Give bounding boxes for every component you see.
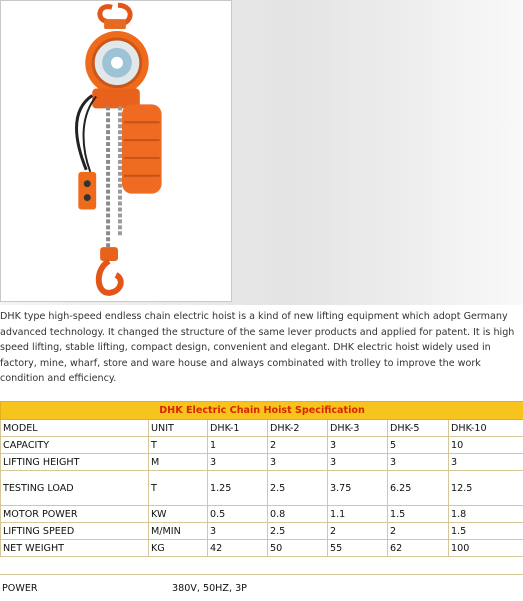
header-cell: MODEL [1, 420, 149, 437]
table-cell: 2 [328, 523, 388, 540]
power-label: POWER [2, 583, 38, 594]
power-value: 380V, 50HZ, 3P [172, 583, 247, 594]
table-cell: CAPACITY [1, 437, 149, 454]
table-row [1, 523, 523, 540]
table-header-row [1, 420, 523, 437]
table-cell: 55 [328, 540, 388, 557]
table-cell: 100 [449, 540, 523, 557]
table-cell: 1.8 [449, 506, 523, 523]
table-cell: 3 [208, 523, 268, 540]
header-cell: UNIT [149, 420, 208, 437]
header-cell: DHK-10 [449, 420, 523, 437]
table-row [1, 454, 523, 471]
table-cell: LIFTING SPEED [1, 523, 149, 540]
table-row [1, 437, 523, 454]
table-cell: M [149, 454, 208, 471]
electric-chain-hoist-image [1, 1, 231, 301]
table-title: DHK Electric Chain Hoist Specification [1, 402, 523, 420]
table-cell: T [149, 471, 208, 506]
table-cell: 3 [208, 454, 268, 471]
table-cell: 62 [388, 540, 449, 557]
table-cell: 2.5 [268, 523, 328, 540]
table-cell: 1 [208, 437, 268, 454]
table-cell: 2 [388, 523, 449, 540]
table-cell: 12.5 [449, 471, 523, 506]
table-cell: M/MIN [149, 523, 208, 540]
header-cell: DHK-2 [268, 420, 328, 437]
table-cell: 42 [208, 540, 268, 557]
table-cell: 50 [268, 540, 328, 557]
table-cell: 3 [328, 437, 388, 454]
header-cell: DHK-1 [208, 420, 268, 437]
table-cell: NET WEIGHT [1, 540, 149, 557]
table-cell: KG [149, 540, 208, 557]
table-cell: 1.25 [208, 471, 268, 506]
table-cell: KW [149, 506, 208, 523]
table-cell: 3 [328, 454, 388, 471]
table-cell: LIFTING HEIGHT [1, 454, 149, 471]
table-cell: 5 [388, 437, 449, 454]
table-cell: 3.75 [328, 471, 388, 506]
table-cell: T [149, 437, 208, 454]
table-cell: 3 [449, 454, 523, 471]
table-cell: 0.5 [208, 506, 268, 523]
table-row [1, 540, 523, 557]
table-cell: MOTOR POWER [1, 506, 149, 523]
header-cell: DHK-5 [388, 420, 449, 437]
table-cell: TESTING LOAD [1, 471, 149, 506]
table-cell: 2 [268, 437, 328, 454]
table-cell: 3 [268, 454, 328, 471]
table-cell: 1.5 [388, 506, 449, 523]
table-cell: 2.5 [268, 471, 328, 506]
table-title-row [1, 402, 523, 420]
product-description: DHK type high-speed endless chain electric hoist is a kind of new lifting equipment which adopt Germany advanced technology. It changed the structure of the same lever products and applied for patent. It is high speed lifting, stable lifting, compact design, convenient and elegant. DHK electric hoist widely used in factory, mine, wharf, store and ware house and always combinated with trolley to improve the work condition and efficiency. [0, 309, 523, 387]
table-cell: 3 [388, 454, 449, 471]
power-row [0, 574, 523, 601]
table-cell: 1.5 [449, 523, 523, 540]
header-cell: DHK-3 [328, 420, 388, 437]
product-photo [0, 0, 232, 302]
table-cell: 1.1 [328, 506, 388, 523]
table-cell: 0.8 [268, 506, 328, 523]
specification-table [0, 401, 523, 557]
table-row [1, 506, 523, 523]
table-cell: 6.25 [388, 471, 449, 506]
table-cell: 10 [449, 437, 523, 454]
table-row [1, 471, 523, 506]
